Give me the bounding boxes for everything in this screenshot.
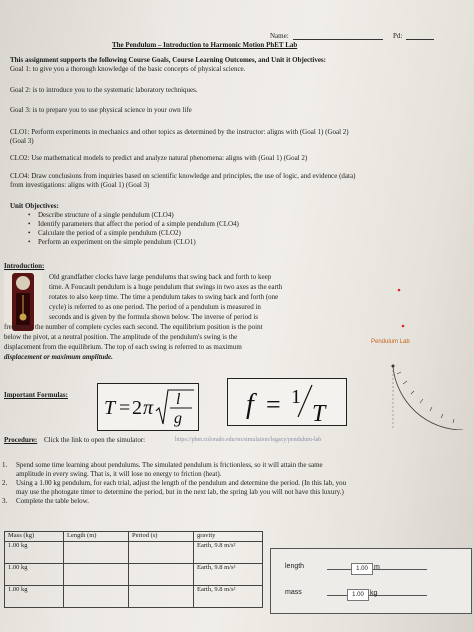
period-cell[interactable]: [129, 542, 194, 564]
intro-line: rotates to also keep time. The time a pendulum takes to swing back and forth (one: [49, 293, 279, 301]
svg-text:T: T: [312, 401, 326, 425]
simulator-link[interactable]: https://phet.colorado.edu/en/simulation/legacy/pendulum-lab: [175, 437, 322, 443]
introduction-heading: Introduction:: [4, 262, 45, 270]
intro-line: Old grandfather clocks have large pendulums that swing back and forth to keep: [49, 273, 272, 281]
goal-2: Goal 2: is to introduce you to the systematic laboratory techniques.: [10, 86, 198, 94]
mass-cell: 1.00 kg: [5, 542, 64, 564]
period-formula: [98, 384, 198, 430]
objective-item: Calculate the period of a simple pendulum (CLO2): [38, 229, 181, 237]
svg-text:T: T: [104, 397, 116, 419]
clo-4: CLO4: Draw conclusions from inquiries based on scientific knowledge and principles, the use of logic, and evidence (data): [10, 172, 356, 180]
unit-objectives-heading: Unit Objectives:: [10, 202, 59, 210]
step-line: may use the photogate timer to determine the period, but in the next lab, the spring lab you will not have this luxury.): [16, 488, 344, 496]
period-cell[interactable]: [129, 564, 194, 586]
mass-cell: 1.00 kg: [5, 586, 64, 608]
intro-line: displacement from the equilibrium. The top of each swing is referred to as maximum: [4, 343, 242, 351]
period-cell[interactable]: [129, 586, 194, 608]
objective-item: Describe structure of a single pendulum (CLO4): [38, 211, 174, 219]
period-label: Pd:: [393, 32, 403, 40]
frequency-formula-box: [227, 378, 347, 426]
svg-text:f: f: [246, 389, 254, 420]
intro-line: below the pivot, at a neutral position. The amplitude of the pendulum's swing is the: [4, 333, 238, 341]
intro-line: seconds and is given by the formula shown below. The inverse of period is: [49, 313, 258, 321]
bullet-icon: •: [28, 220, 31, 228]
period-formula-box: [97, 383, 199, 431]
column-header: Mass (kg): [5, 532, 64, 542]
svg-text:π: π: [143, 397, 154, 419]
length-control-label: length: [285, 563, 305, 570]
page-title: The Pendulum – Introduction to Harmonic Motion PhET Lab: [112, 41, 298, 49]
svg-text:=: =: [266, 390, 281, 419]
svg-text:1: 1: [291, 386, 301, 408]
svg-text:=: =: [119, 397, 131, 419]
table-row: [5, 564, 263, 586]
table-header-row: [5, 532, 263, 542]
frequency-formula: [228, 379, 346, 425]
sim-title: Pendulum Lab: [371, 339, 410, 345]
gravity-cell: Earth, 9.8 m/s²: [194, 564, 263, 586]
goal-1: Goal 1: to give you a thorough knowledge of the basic concepts of physical science.: [10, 65, 246, 73]
mass-unit: kg: [370, 590, 378, 597]
mass-cell: 1.00 kg: [5, 564, 64, 586]
name-label: Name:: [270, 32, 289, 40]
length-unit: m: [374, 564, 380, 571]
bullet-icon: •: [28, 238, 31, 246]
gravity-cell: Earth, 9.8 m/s²: [194, 542, 263, 564]
clo-1: CLO1: Perform experiments in mechanics and other topics as determined by the instructor: aligns with (Goal 1) (Goal 2): [10, 128, 349, 136]
intro-line: cycle) is referred to as one period. The period of a pendulum is measured in: [49, 303, 261, 311]
objective-item: Perform an experiment on the simple pendulum (CLO1): [38, 238, 196, 246]
step-line: Spend some time learning about pendulums. The simulated pendulum is frictionless, so it will attain the same: [16, 461, 323, 469]
intro-line: frequency, the number of complete cycles each second. The equilibrium position is the point: [4, 323, 263, 331]
step-line: Using a 1.00 kg pendulum, for each trial, adjust the length of the pendulum and determine the period. (In this lab, you: [16, 479, 347, 487]
table-row: [5, 542, 263, 564]
intro-line: time. A Foucault pendulum is a huge pendulum that swings in two axes as the earth: [49, 283, 283, 291]
svg-text:g: g: [174, 410, 182, 427]
name-blank[interactable]: [293, 39, 383, 40]
gravity-cell: Earth, 9.8 m/s²: [194, 586, 263, 608]
svg-text:2: 2: [132, 397, 142, 419]
clo-4-cont: from investigations: aligns with (Goal 1) (Goal 3): [10, 181, 150, 189]
step-line: Complete the table below.: [16, 497, 90, 505]
goal-3: Goal 3: is to prepare you to use physical science in your own life: [10, 106, 192, 114]
step-number: 2.: [2, 479, 8, 487]
step-line: amplitude in every swing. That is, it will lose no energy to friction (heat).: [16, 470, 222, 478]
sim-controls-panel: [270, 548, 472, 614]
data-table: [4, 531, 263, 608]
step-number: 3.: [2, 497, 8, 505]
intro-statement: This assignment supports the following Course Goals, Course Learning Outcomes, and Unit it Objectives:: [10, 56, 326, 64]
step-number: 1.: [2, 461, 8, 469]
clo-1-cont: (Goal 3): [10, 137, 34, 145]
length-value-field[interactable]: 1.00: [351, 563, 373, 575]
column-header: Period (s): [129, 532, 194, 542]
bullet-icon: •: [28, 229, 31, 237]
column-header: Length (m): [64, 532, 129, 542]
length-cell[interactable]: [64, 586, 129, 608]
bullet-icon: •: [28, 211, 31, 219]
pd-blank[interactable]: [406, 39, 434, 40]
objective-item: Identify parameters that affect the period of a simple pendulum (CLO4): [38, 220, 239, 228]
formulas-heading: Important Formulas:: [4, 391, 68, 399]
clo-2: CLO2: Use mathematical models to predict and analyze natural phenomena: aligns with (Goal 1) (Goal 2): [10, 154, 308, 162]
svg-text:l: l: [176, 391, 181, 408]
pendulum-sim-graphic: [365, 270, 473, 430]
column-header: gravity: [194, 532, 263, 542]
length-cell[interactable]: [64, 564, 129, 586]
mass-control-label: mass: [285, 589, 302, 596]
table-row: [5, 586, 263, 608]
length-cell[interactable]: [64, 542, 129, 564]
procedure-text: Click the link to open the simulator:: [44, 436, 146, 444]
intro-line: displacement or maximum amplitude.: [4, 353, 113, 361]
procedure-heading: Procedure:: [4, 436, 38, 444]
mass-value-field[interactable]: 1.00: [347, 589, 369, 601]
pendulum-lab-thumbnail: [365, 270, 473, 430]
